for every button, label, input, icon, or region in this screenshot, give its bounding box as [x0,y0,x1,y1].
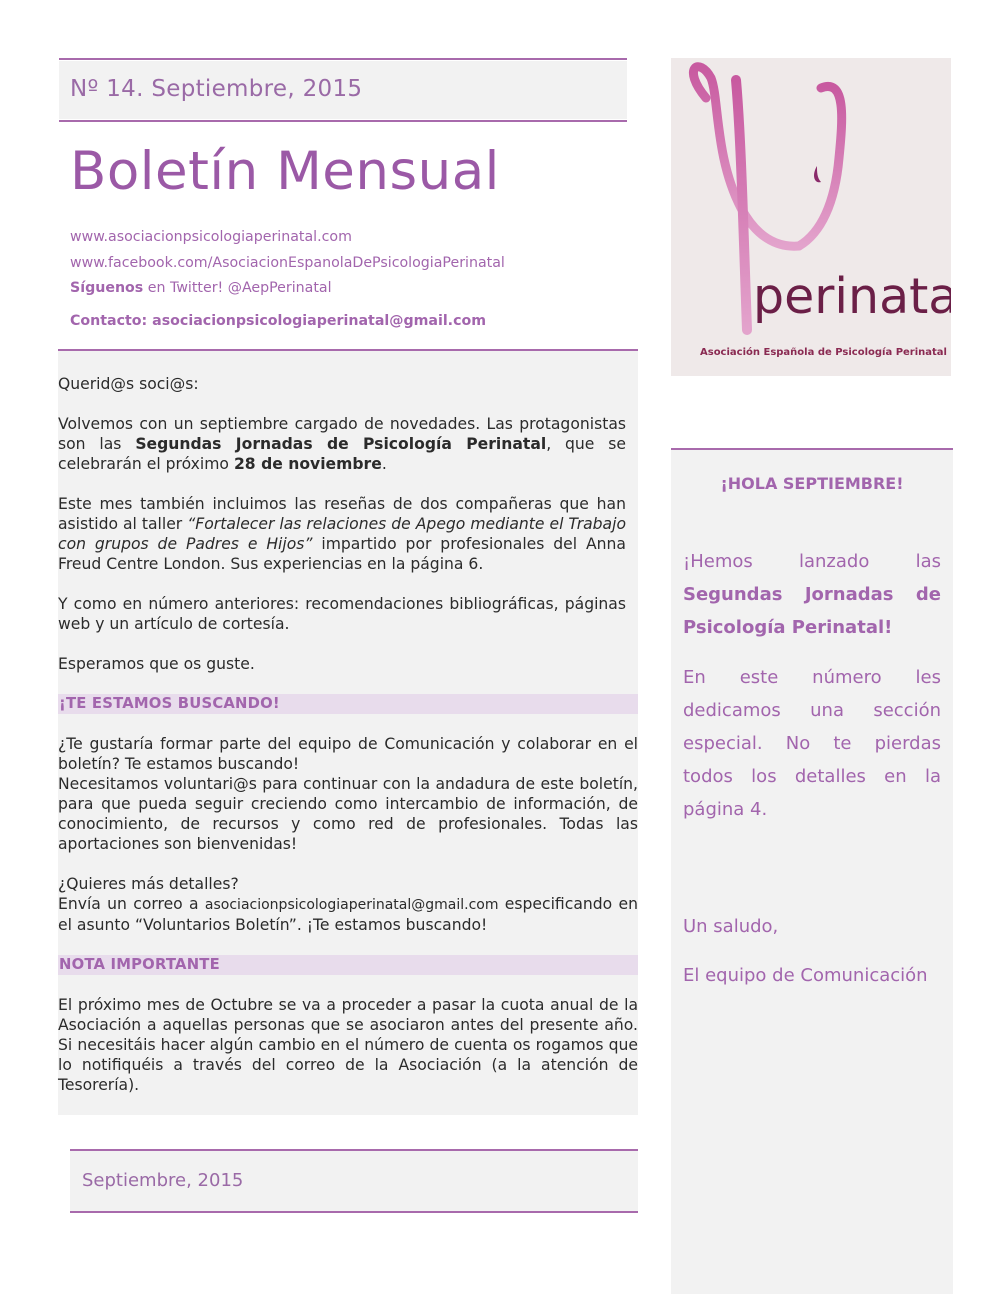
association-logo [671,58,951,376]
volunteer-paragraph: ¿Te gustaría formar parte del equipo de Comunicación y colaborar en el boletín? Te estamos buscando! Necesitamos voluntari@s para continuar con la andadura de este boletín, para que pueda seguir creciendo como intercambio de información, de conocimiento, de recursos y como red de profesionales. Todas las aportaciones son bienvenidas! [58,735,638,853]
logo-tagline: Asociación Española de Psicología Perinatal [700,347,947,358]
recommendations-paragraph: Y como en número anteriores: recomendaciones bibliográficas, páginas web y un artículo de cortesía. [58,595,626,633]
issue-number: Nº 14. Septiembre, 2015 [70,76,363,102]
sidebar-section-text: En este número les dedicamos una sección especial. No te pierdas todos los detalles en la página 4. [683,667,941,820]
section-heading-buscando: ¡TE ESTAMOS BUSCANDO! [59,695,280,712]
details-paragraph: ¿Quieres más detalles? Envía un correo a asociacionpsicologiaperinatal@gmail.com especificando en el asunto “Voluntarios Boletín”. ¡Te estamos buscando! [58,875,638,934]
issue-rule [59,120,627,122]
page-title: Boletín Mensual [70,141,500,202]
psi-logo-icon [671,58,951,376]
twitter-follow-label: Síguenos [70,280,144,296]
section-heading-nota: NOTA IMPORTANTE [59,956,220,973]
sidebar-heading: ¡HOLA SEPTIEMBRE! [720,474,904,493]
closing-line: Esperamos que os guste. [58,655,255,673]
twitter-line[interactable] [70,276,505,302]
sidebar-greeting: Un saludo, [683,916,779,937]
sidebar-signature: El equipo de Comunicación [683,965,928,986]
contact-email[interactable]: Contacto: asociacionpsicologiaperinatal@gmail.com [70,313,487,329]
website-link[interactable]: www.asociacionpsicologiaperinatal.com [70,229,352,245]
greeting: Querid@s soci@s: [58,375,199,393]
footer-date: Septiembre, 2015 [82,1170,244,1191]
facebook-link[interactable]: www.facebook.com/AsociacionEspanolaDePsicologiaPerinatal [70,254,505,271]
fee-notice-paragraph: El próximo mes de Octubre se va a proceder a pasar la cuota anual de la Asociación a aquellas personas que se asociaron antes del presente año. Si necesitáis hacer algún cambio en el número de cuenta os rogamos que lo notifiquéis a través del correo de la Asociación (a la atención de Tesorería). [58,996,638,1094]
top-rule [59,58,627,60]
footer-bottom-rule [70,1211,638,1213]
sidebar-launch-text: ¡Hemos lanzado las Segundas Jornadas de Psicología Perinatal! [683,551,941,638]
volunteer-email-link[interactable]: asociacionpsicologiaperinatal@gmail.com [204,897,499,913]
intro-paragraph: Volvemos con un septiembre cargado de novedades. Las protagonistas son las Segundas Jornadas de Psicología Perinatal, que se celebrarán el próximo 28 de noviembre. [58,415,626,473]
logo-wordmark: perinatal [753,268,951,325]
reviews-paragraph: Este mes también incluimos las reseñas de dos compañeras que han asistido al taller “Fortalecer las relaciones de Apego mediante el Trabajo con grupos de Padres e Hijos” impartido por profesionales del Anna Freud Centre London. Sus experiencias en la página 6. [58,495,626,573]
header-links [70,225,505,302]
twitter-handle: en Twitter! @AepPerinatal [143,280,332,296]
